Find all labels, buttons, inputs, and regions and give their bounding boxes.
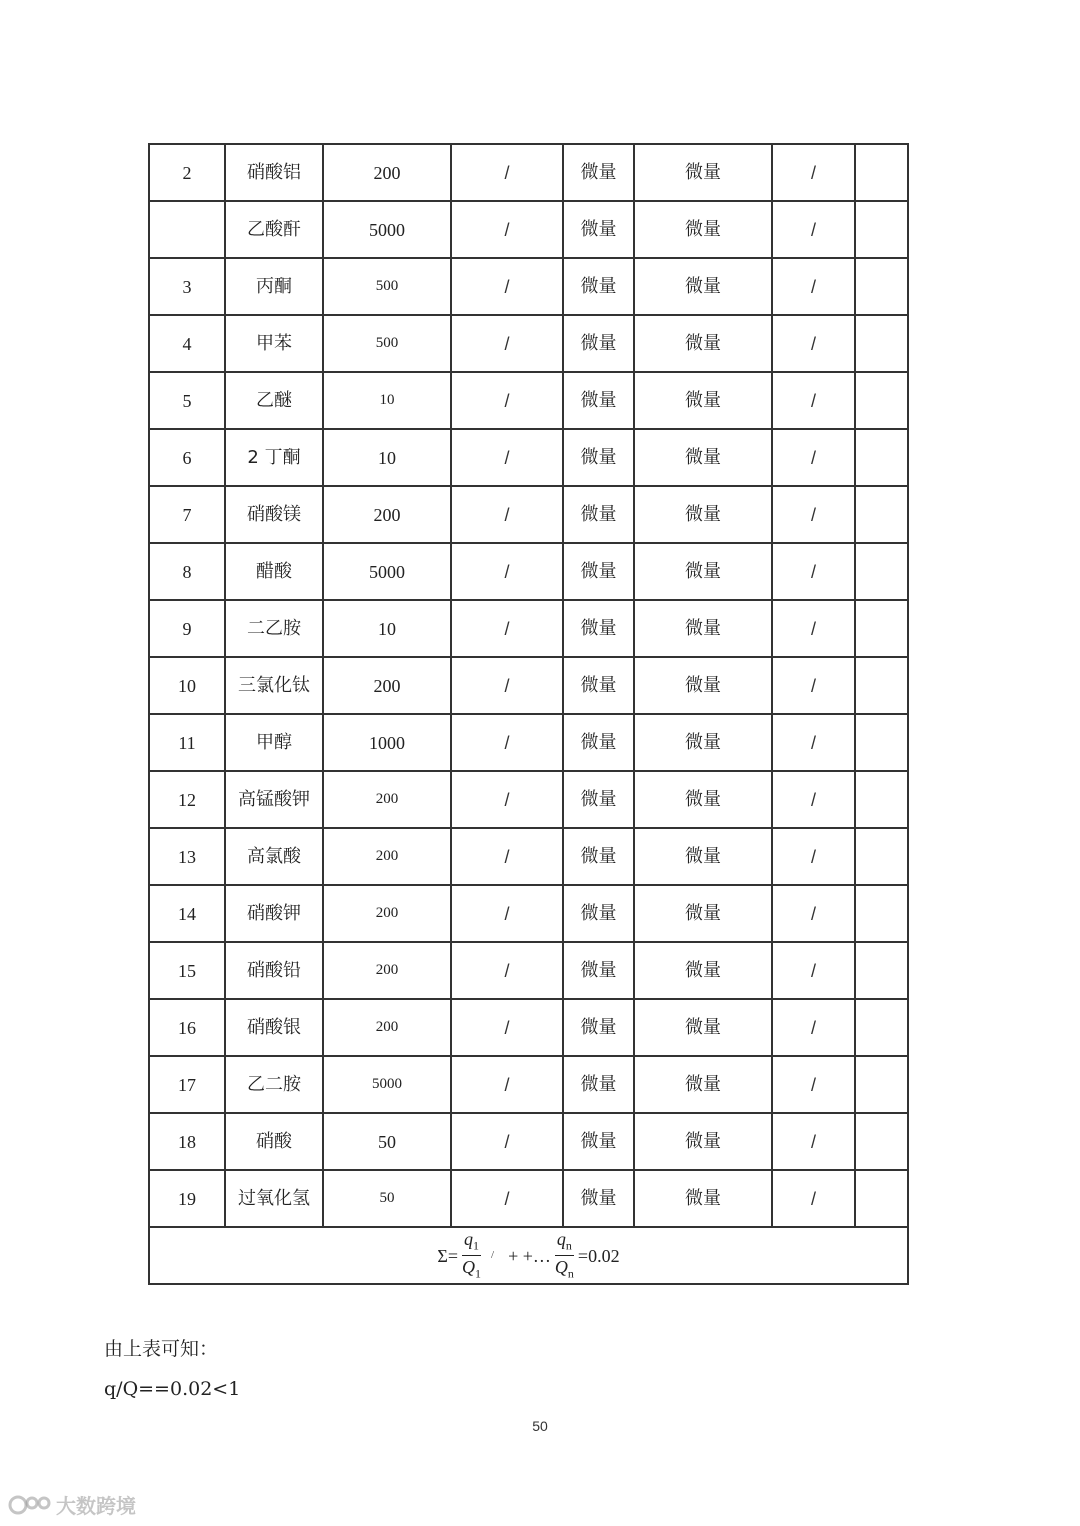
cell-col-5: 微量 [563,885,634,942]
cell-col-7: / [772,999,855,1056]
cell-serial-no: 2 [149,144,225,201]
cell-col-7: / [772,372,855,429]
cell-col-4: / [451,885,563,942]
table-row [149,201,908,258]
cell-col-8 [855,315,908,372]
cell-col-4: / [451,258,563,315]
cell-col-4: / [451,1113,563,1170]
cell-col-7: / [772,1056,855,1113]
cell-col-5: 微量 [563,714,634,771]
cell-col-4: / [451,771,563,828]
cell-substance-name: 甲醇 [225,714,323,771]
table-row [149,714,908,771]
cell-max-quantity: 1000 [323,714,451,771]
cell-col-8 [855,1170,908,1227]
cell-col-7: / [772,1113,855,1170]
cell-substance-name: 二乙胺 [225,600,323,657]
cell-max-quantity: 50 [323,1170,451,1227]
cell-col-8 [855,600,908,657]
cell-col-4: / [451,942,563,999]
cell-col-8 [855,201,908,258]
cell-substance-name: 硝酸铝 [225,144,323,201]
cell-col-7: / [772,1170,855,1227]
formula-row [149,1227,908,1284]
cell-max-quantity: 200 [323,144,451,201]
cell-col-6: 微量 [634,714,772,771]
cell-serial-no: 8 [149,543,225,600]
cell-col-6: 微量 [634,144,772,201]
cell-col-5: 微量 [563,258,634,315]
table-row [149,144,908,201]
cell-col-4: / [451,486,563,543]
table-row [149,372,908,429]
cell-substance-name: 甲苯 [225,315,323,372]
cell-col-4: / [451,201,563,258]
cell-max-quantity: 500 [323,315,451,372]
cell-col-4: / [451,657,563,714]
cell-col-8 [855,486,908,543]
cell-col-4: / [451,600,563,657]
cell-col-8 [855,1056,908,1113]
cell-col-7: / [772,942,855,999]
cell-col-5: 微量 [563,486,634,543]
cell-col-7: / [772,657,855,714]
cell-col-8 [855,828,908,885]
cell-col-7: / [772,486,855,543]
cell-col-6: 微量 [634,543,772,600]
cell-col-8 [855,657,908,714]
table-row [149,258,908,315]
conclusion-intro: 由上表可知： [104,1338,219,1360]
cell-max-quantity: 10 [323,600,451,657]
cell-serial-no: 10 [149,657,225,714]
cell-col-5: 微量 [563,315,634,372]
conclusion-result: q/Q==0.02<1 [104,1378,241,1400]
cell-serial-no: 3 [149,258,225,315]
hazardous-substance-table [148,143,909,1285]
sum-formula [437,1230,619,1281]
cell-col-8 [855,714,908,771]
cell-col-6: 微量 [634,885,772,942]
cell-col-8 [855,372,908,429]
cell-serial-no: 4 [149,315,225,372]
cell-col-7: / [772,600,855,657]
cell-substance-name: 乙酸酐 [225,201,323,258]
table-row [149,429,908,486]
cell-col-6: 微量 [634,372,772,429]
formula-tiny-mark: / [491,1249,495,1261]
fraction-first-numerator: q [464,1229,474,1250]
fraction-first [462,1230,481,1281]
formula-cell [149,1227,908,1284]
cell-serial-no: 19 [149,1170,225,1227]
cell-col-7: / [772,429,855,486]
cell-serial-no: 18 [149,1113,225,1170]
cell-col-8 [855,885,908,942]
cell-max-quantity: 200 [323,771,451,828]
fraction-first-num-sub: 1 [473,1238,480,1253]
cell-col-5: 微量 [563,771,634,828]
cell-max-quantity: 5000 [323,201,451,258]
cell-col-5: 微量 [563,543,634,600]
cell-col-4: / [451,1170,563,1227]
cell-substance-name: 高氯酸 [225,828,323,885]
cell-col-7: / [772,258,855,315]
cell-serial-no: 11 [149,714,225,771]
cell-serial-no: 15 [149,942,225,999]
cell-col-6: 微量 [634,1113,772,1170]
cell-col-7: / [772,144,855,201]
watermark-text: 大数跨境 [56,1494,136,1518]
table-row [149,885,908,942]
cell-col-5: 微量 [563,372,634,429]
table-row [149,486,908,543]
cell-col-6: 微量 [634,1056,772,1113]
table-row [149,771,908,828]
fraction-last [555,1230,574,1281]
cell-serial-no: 6 [149,429,225,486]
cell-serial-no: 17 [149,1056,225,1113]
cell-max-quantity: 200 [323,942,451,999]
table-row [149,1056,908,1113]
cell-substance-name: 丙酮 [225,258,323,315]
formula-prefix: Σ= [437,1245,459,1266]
page-number: 50 [532,1418,548,1434]
cell-col-6: 微量 [634,486,772,543]
cell-max-quantity: 10 [323,372,451,429]
cell-col-5: 微量 [563,942,634,999]
table-row [149,828,908,885]
cell-substance-name: 三氯化钛 [225,657,323,714]
cell-col-5: 微量 [563,144,634,201]
cell-col-6: 微量 [634,258,772,315]
cell-serial-no [149,201,225,258]
cell-col-8 [855,942,908,999]
cell-col-5: 微量 [563,429,634,486]
cell-col-5: 微量 [563,1113,634,1170]
cell-col-5: 微量 [563,1056,634,1113]
cell-col-5: 微量 [563,828,634,885]
formula-suffix: =0.02 [577,1245,620,1266]
cell-max-quantity: 5000 [323,543,451,600]
cell-col-7: / [772,201,855,258]
cell-serial-no: 14 [149,885,225,942]
cell-substance-name: 高锰酸钾 [225,771,323,828]
cell-substance-name: 硝酸镁 [225,486,323,543]
cell-serial-no: 5 [149,372,225,429]
cell-substance-name: 硝酸铅 [225,942,323,999]
cell-col-7: / [772,543,855,600]
cell-col-7: / [772,828,855,885]
cell-col-4: / [451,714,563,771]
table-row [149,1170,908,1227]
cell-col-4: / [451,1056,563,1113]
cell-col-4: / [451,315,563,372]
cell-col-8 [855,429,908,486]
cell-col-5: 微量 [563,201,634,258]
cell-col-4: / [451,372,563,429]
table-row [149,600,908,657]
formula-middle: + +… [508,1245,551,1266]
cell-substance-name: 2 丁酮 [225,429,323,486]
cell-max-quantity: 200 [323,828,451,885]
cell-max-quantity: 200 [323,885,451,942]
fraction-first-den-sub: 1 [475,1266,482,1281]
cell-col-6: 微量 [634,828,772,885]
cell-col-6: 微量 [634,999,772,1056]
fraction-last-numerator: q [556,1229,566,1250]
cell-max-quantity: 500 [323,258,451,315]
cell-col-6: 微量 [634,600,772,657]
table-row [149,999,908,1056]
cell-substance-name: 硝酸银 [225,999,323,1056]
cell-col-5: 微量 [563,600,634,657]
fraction-last-denominator: Q [554,1257,568,1277]
cell-col-6: 微量 [634,1170,772,1227]
cell-col-6: 微量 [634,201,772,258]
table-row [149,1113,908,1170]
table-row [149,657,908,714]
cell-substance-name: 乙醚 [225,372,323,429]
cell-col-4: / [451,144,563,201]
cell-col-6: 微量 [634,429,772,486]
cell-col-8 [855,999,908,1056]
fraction-last-den-sub: n [567,1266,574,1281]
cell-col-4: / [451,429,563,486]
cell-col-8 [855,144,908,201]
cell-substance-name: 醋酸 [225,543,323,600]
fraction-last-num-sub: n [565,1238,572,1253]
cell-col-8 [855,543,908,600]
cell-col-8 [855,771,908,828]
cell-col-5: 微量 [563,657,634,714]
cell-substance-name: 乙二胺 [225,1056,323,1113]
cell-col-5: 微量 [563,999,634,1056]
cell-col-4: / [451,999,563,1056]
cell-col-6: 微量 [634,657,772,714]
watermark [8,1490,136,1519]
cell-serial-no: 7 [149,486,225,543]
cell-substance-name: 过氧化氢 [225,1170,323,1227]
cell-col-7: / [772,315,855,372]
fraction-first-denominator: Q [462,1257,476,1277]
cell-serial-no: 12 [149,771,225,828]
cell-substance-name: 硝酸钾 [225,885,323,942]
table-body [149,144,908,1227]
cell-max-quantity: 5000 [323,1056,451,1113]
cell-col-6: 微量 [634,771,772,828]
cell-col-6: 微量 [634,942,772,999]
cell-max-quantity: 200 [323,999,451,1056]
cell-col-8 [855,258,908,315]
cell-serial-no: 16 [149,999,225,1056]
cell-col-4: / [451,828,563,885]
cell-serial-no: 9 [149,600,225,657]
cell-substance-name: 硝酸 [225,1113,323,1170]
cell-max-quantity: 200 [323,657,451,714]
table-row [149,315,908,372]
cell-max-quantity: 200 [323,486,451,543]
cell-col-8 [855,1113,908,1170]
cell-max-quantity: 10 [323,429,451,486]
table-row [149,942,908,999]
cell-col-7: / [772,714,855,771]
cell-serial-no: 13 [149,828,225,885]
cell-col-7: / [772,771,855,828]
cell-max-quantity: 50 [323,1113,451,1170]
cell-col-6: 微量 [634,315,772,372]
watermark-logo-icon [8,1492,52,1518]
cell-col-7: / [772,885,855,942]
cell-col-4: / [451,543,563,600]
cell-col-5: 微量 [563,1170,634,1227]
table-row [149,543,908,600]
